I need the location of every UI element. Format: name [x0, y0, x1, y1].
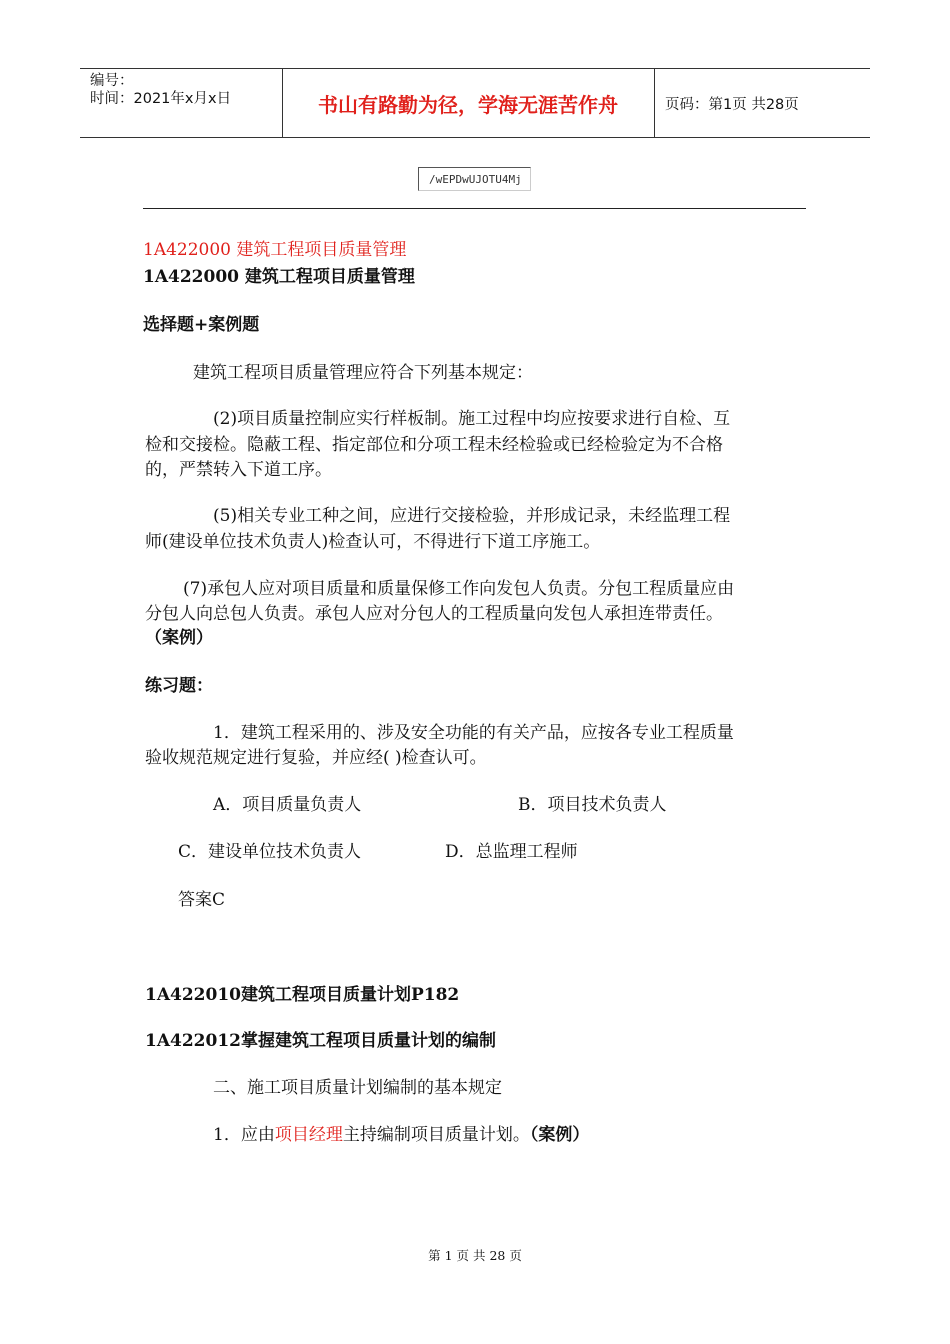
option-c: C．建设单位技术负责人 — [178, 842, 362, 862]
question-1-line-1: 1．建筑工程采用的、涉及安全功能的有关产品，应按各专业工程质量 — [213, 723, 734, 743]
para-2-line-1: (2)项目质量控制应实行样板制。施工过程中均应按要求进行自检、互 — [213, 409, 731, 429]
item-1-suffix: 主持编制项目质量计划。 — [342, 1125, 530, 1145]
number-label: 编号： — [90, 73, 134, 89]
para-7-line-1: (7)承包人应对项目质量和质量保修工作向发包人负责。分包工程质量应由 — [183, 579, 735, 599]
page-header — [80, 68, 870, 138]
header-page-info: 页码：第1页 共28页 — [665, 96, 799, 113]
doc-id-field: /wEPDwUJOTU4Mj — [418, 167, 531, 191]
para-7-line-2: 分包人向总包人负责。承包人应对分包人的工程质量向发包人承担连带责任。 — [145, 604, 723, 624]
page-footer: 第 1 页 共 28 页 — [428, 1248, 522, 1263]
para-5-line-1: (5)相关专业工种之间，应进行交接检验，并形成记录，未经监理工程 — [213, 506, 731, 526]
item-1-prefix: 1．应由 — [213, 1125, 275, 1145]
header-divider — [654, 69, 655, 137]
question-1-line-2: 验收规范规定进行复验，并应经( )检查认可。 — [145, 748, 487, 768]
answer-text: 答案C — [178, 890, 226, 910]
option-d: D．总监理工程师 — [445, 842, 578, 862]
heading-section-3: 1A422012掌握建筑工程项目质量计划的编制 — [145, 1031, 496, 1051]
option-a: A．项目质量负责人 — [213, 795, 362, 815]
para-2-line-3: 的，严禁转入下道工序。 — [145, 460, 332, 480]
item-1-case-tag: （案例） — [529, 1125, 590, 1145]
option-b: B．项目技术负责人 — [518, 795, 667, 815]
date-label: 时间：2021年x月x日 — [90, 91, 232, 107]
heading-section-2: 1A422010建筑工程项目质量计划P182 — [145, 985, 460, 1005]
intro-text: 建筑工程项目质量管理应符合下列基本规定： — [193, 363, 533, 383]
item-1 — [213, 1123, 589, 1148]
para-5-line-2: 师(建设单位技术负责人)检查认可，不得进行下道工序施工。 — [145, 532, 601, 552]
practice-title: 练习题： — [145, 676, 213, 696]
header-motto: 书山有路勤为径，学海无涯苦作舟 — [318, 92, 618, 117]
item-1-highlight: 项目经理 — [274, 1125, 343, 1145]
case-tag: （案例） — [145, 628, 213, 648]
section-title: 选择题+案例题 — [143, 315, 260, 335]
subheading: 二、施工项目质量计划编制的基本规定 — [213, 1078, 502, 1098]
para-2-line-2: 检和交接检。隐蔽工程、指定部位和分项工程未经检验或已经检验定为不合格 — [145, 435, 723, 455]
header-meta — [90, 72, 231, 108]
header-rule — [143, 208, 806, 209]
heading-bold: 1A422000 建筑工程项目质量管理 — [143, 267, 415, 287]
heading-red: 1A422000 建筑工程项目质量管理 — [143, 240, 407, 260]
